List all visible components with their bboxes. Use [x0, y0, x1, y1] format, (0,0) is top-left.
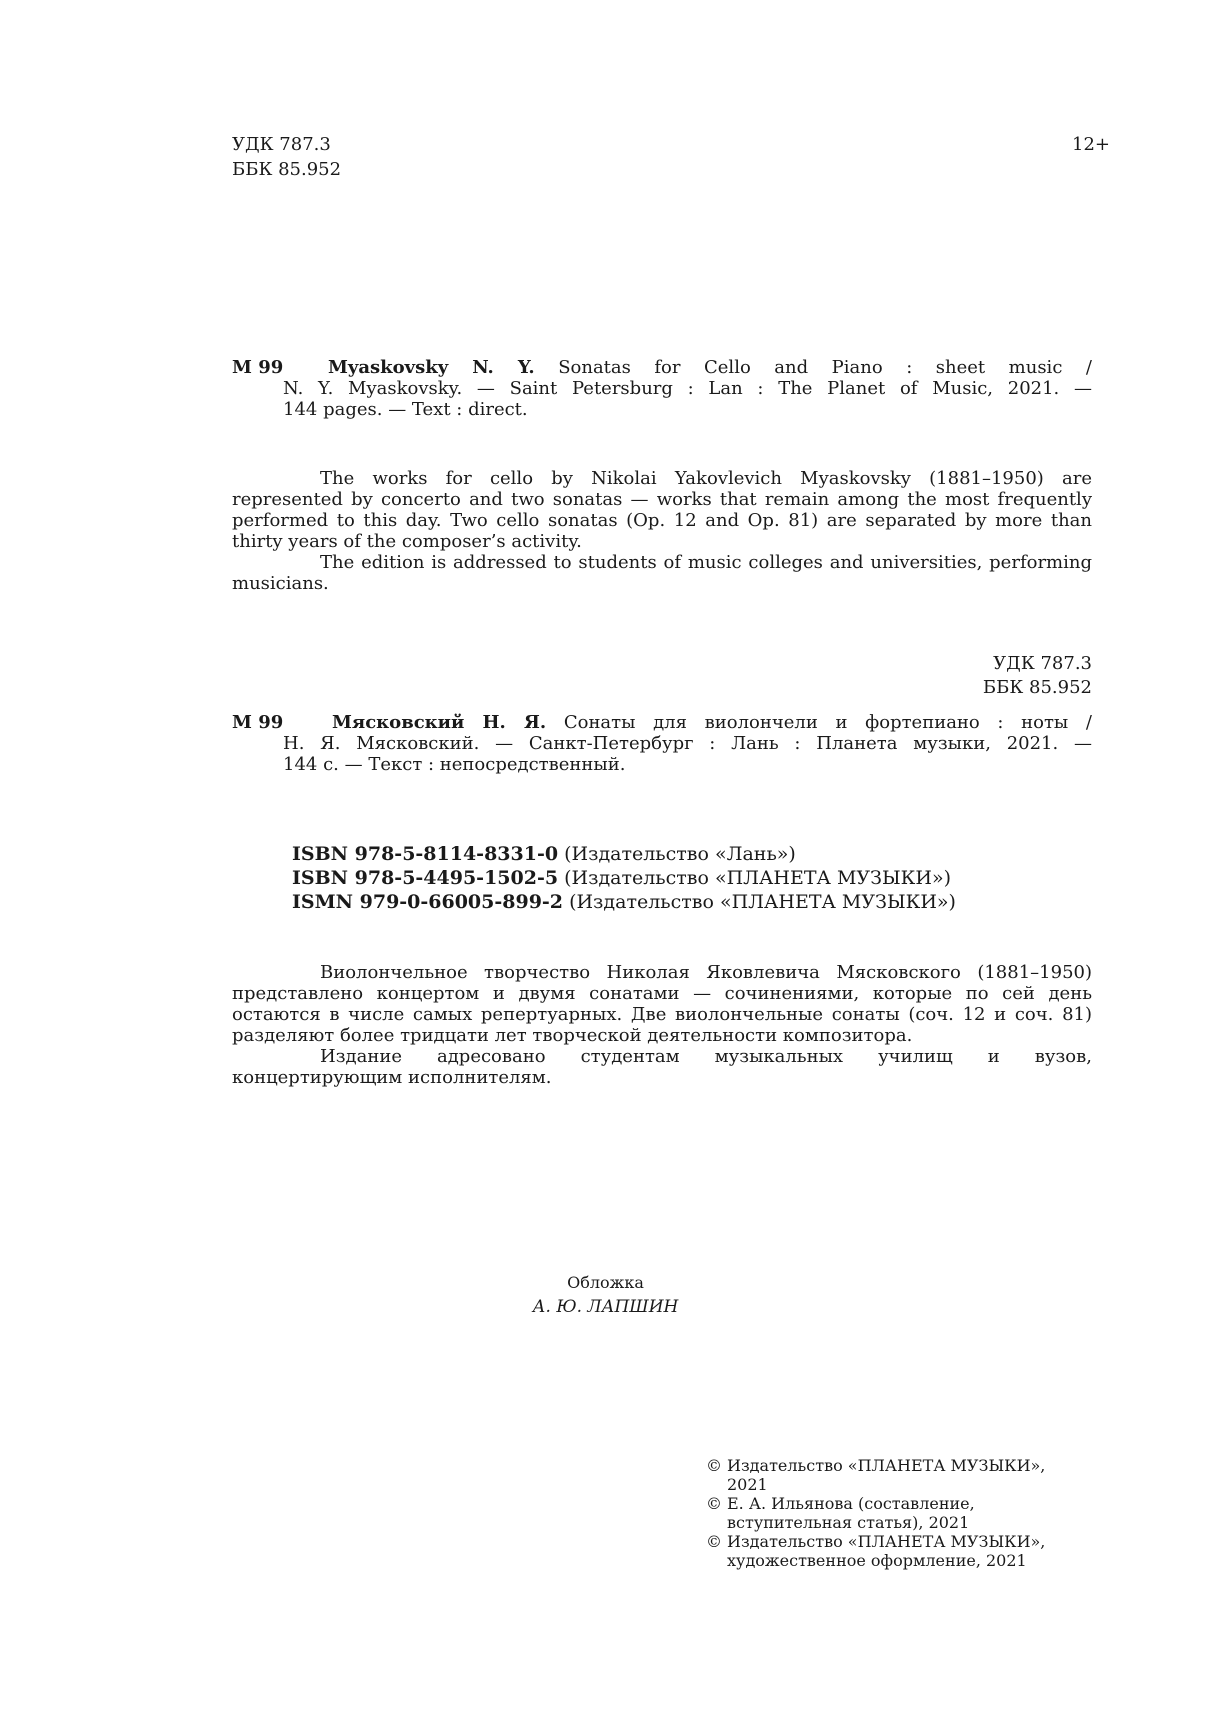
- catalog-ru-title: Сонаты для виолончели и фортепиано : ноты /: [563, 712, 1092, 733]
- isbn-publisher-2: (Издательство «ПЛАНЕТА МУЗЫКИ»): [564, 867, 951, 889]
- isbn-publisher-1: (Издательство «Лань»): [564, 843, 796, 865]
- catalog-en-author: Myaskovsky N. Y.: [328, 357, 535, 378]
- cover-label: Обложка: [567, 1273, 644, 1292]
- copyright-symbol-2: ©: [706, 1494, 722, 1513]
- bbk-code-right: ББК 85.952: [982, 677, 1092, 698]
- age-rating: 12+: [1072, 134, 1110, 155]
- bbk-code-top: ББК 85.952: [232, 159, 342, 180]
- annotation-ru: [232, 962, 1092, 1088]
- ismn-code: ISMN 979-0-66005-899-2: [292, 891, 564, 913]
- copyright-symbol-3: ©: [706, 1532, 722, 1551]
- annotation-en-paragraph-2: The edition is addressed to students of music colleges and universities, performing musicians.: [232, 552, 1092, 594]
- isbn-code-2: ISBN 978-5-4495-1502-5: [292, 867, 559, 889]
- catalog-record-en: [232, 357, 1092, 427]
- isbn-block: [292, 842, 956, 914]
- catalog-record-ru: [232, 712, 1092, 782]
- isbn-code-1: ISBN 978-5-8114-8331-0: [292, 843, 559, 865]
- isbn-line-1: [292, 842, 956, 866]
- isbn-line-2: [292, 866, 956, 890]
- cover-artist: А. Ю. ЛАПШИН: [532, 1297, 679, 1317]
- annotation-ru-paragraph-2: Издание адресовано студентам музыкальных училищ и вузов, концертирующим исполнителям.: [232, 1046, 1092, 1088]
- catalog-ru-line1: [332, 712, 1092, 733]
- catalog-en-line3: 144 pages. — Text : direct.: [283, 399, 528, 420]
- annotation-ru-paragraph-1: Виолончельное творчество Николая Яковлевича Мясковского (1881–1950) представлено концертом и двумя сонатами — сочинениями, которые по сей день остаются в числе самых репертуарных. Две виолончельные сонаты (соч. 12 и соч. 81) разделяют более тридцати лет творческой деятельности композитора.: [232, 962, 1092, 1046]
- catalog-ru-line3: 144 с. — Текст : непосредственный.: [283, 754, 626, 775]
- catalog-ru-author: Мясковский Н. Я.: [332, 712, 547, 733]
- copyright-symbol-1: ©: [706, 1456, 722, 1475]
- copyright-line-3: [706, 1532, 1086, 1570]
- annotation-en: [232, 468, 1092, 594]
- copyright-text-3: Издательство «ПЛАНЕТА МУЗЫКИ», художественное оформление, 2021: [727, 1532, 1046, 1570]
- ismn-publisher: (Издательство «ПЛАНЕТА МУЗЫКИ»): [569, 891, 956, 913]
- udk-code-top: УДК 787.3: [232, 134, 331, 155]
- copyright-line-1: [706, 1456, 1086, 1494]
- catalog-code-ru: М 99: [232, 712, 284, 733]
- catalog-ru-line2: Н. Я. Мясковский. — Санкт-Петербург : Лань : Планета музыки, 2021. —: [283, 733, 1092, 754]
- copyright-block: [706, 1456, 1086, 1570]
- copyright-text-1: Издательство «ПЛАНЕТА МУЗЫКИ», 2021: [727, 1456, 1046, 1494]
- catalog-en-title: Sonatas for Cello and Piano : sheet music /: [558, 357, 1092, 378]
- ismn-line: [292, 890, 956, 914]
- copyright-text-2: Е. А. Ильянова (составление, вступительная статья), 2021: [727, 1494, 975, 1532]
- copyright-line-2: [706, 1494, 1086, 1532]
- catalog-code-en: М 99: [232, 357, 284, 378]
- annotation-en-paragraph-1: The works for cello by Nikolai Yakovlevich Myaskovsky (1881–1950) are represented by concerto and two sonatas — works that remain among the most frequently performed to this day. Two cello sonatas (Op. 12 and Op. 81) are separated by more than thirty years of the composer’s activity.: [232, 468, 1092, 552]
- catalog-en-line2: N. Y. Myaskovsky. — Saint Petersburg : Lan : The Planet of Music, 2021. —: [283, 378, 1092, 399]
- udk-code-right: УДК 787.3: [993, 653, 1092, 674]
- catalog-en-line1: [328, 357, 1092, 378]
